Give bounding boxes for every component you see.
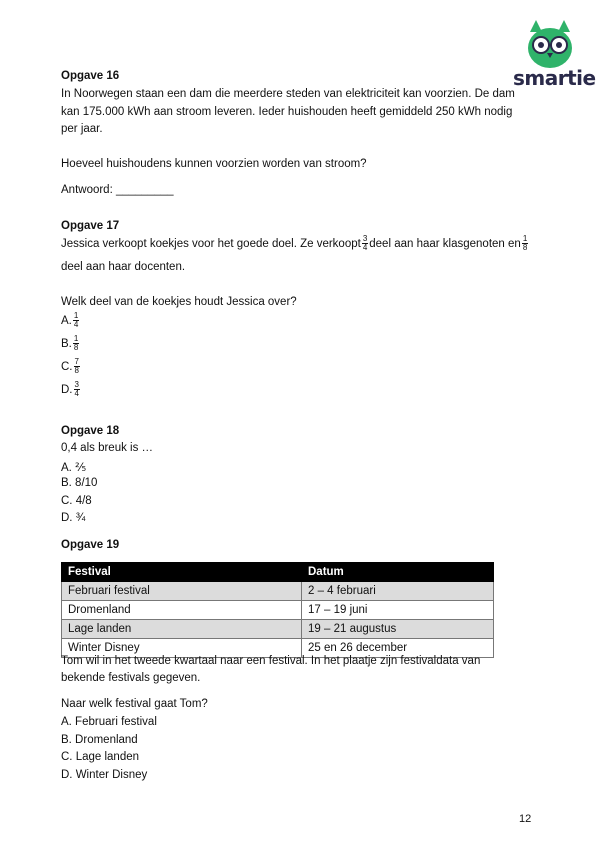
q19-option-b: B. Dromenland — [61, 734, 138, 746]
table-cell: 19 – 21 augustus — [302, 620, 494, 639]
q18-option-d: D. ¾ — [61, 512, 86, 524]
q16-question: Hoeveel huishoudens kunnen voorzien worden van stroom? — [61, 158, 367, 170]
fraction: $\frac{3}{4}$ — [362, 234, 368, 252]
logo-text: smartie — [513, 66, 596, 90]
table-header-datum: Datum — [302, 563, 494, 582]
page-number: 12 — [519, 813, 532, 825]
table-row — [62, 601, 494, 620]
q18-option-a: A. ⅖ — [61, 462, 87, 474]
fraction: $\frac{1}{8}$ — [522, 234, 528, 252]
q19-option-d: D. Winter Disney — [61, 769, 148, 781]
q17-option-d: D. $\frac{3}{4}$ — [61, 380, 79, 398]
q16-text-line: per jaar. — [61, 123, 103, 135]
q18-question: 0,4 als breuk is … — [61, 442, 154, 454]
table-cell: Lage landen — [62, 620, 302, 639]
table-cell: 2 – 4 februari — [302, 582, 494, 601]
fraction: $\frac{1}{8}$ — [73, 334, 79, 352]
q19-title: Opgave 19 — [61, 539, 120, 551]
q17-question: Welk deel van de koekjes houdt Jessica over? — [61, 296, 297, 308]
q17-text-b: deel aan haar klasgenoten en — [369, 237, 521, 250]
q16-title: Opgave 16 — [61, 70, 120, 82]
table-cell: 17 – 19 juni — [302, 601, 494, 620]
table-row — [62, 582, 494, 601]
q17-option-c: C. $\frac{7}{8}$ — [61, 357, 79, 375]
q16-text-line: kan 175.000 kWh aan stroom leveren. Ieder huishouden heeft gemiddeld 250 kWh nodig — [61, 106, 513, 118]
fraction: $\frac{1}{4}$ — [73, 311, 79, 329]
q17-option-b: B. $\frac{1}{8}$ — [61, 334, 79, 352]
table-header-festival: Festival — [62, 563, 302, 582]
fraction: $\frac{3}{4}$ — [74, 380, 79, 398]
fraction: $\frac{7}{8}$ — [74, 357, 79, 375]
q19-text-line: bekende festivals gegeven. — [61, 672, 201, 684]
table-cell: Winter Disney — [62, 639, 302, 658]
q19-question: Naar welk festival gaat Tom? — [61, 698, 208, 710]
q17-option-a: A. $\frac{1}{4}$ — [61, 311, 79, 329]
q17-title: Opgave 17 — [61, 220, 120, 232]
q16-text-line: In Noorwegen staan een dam die meerdere steden van elektriciteit kan voorzien. De dam — [61, 88, 515, 100]
q17-text-a: Jessica verkoopt koekjes voor het goede doel. Ze verkoopt — [61, 237, 361, 250]
table-cell: Dromenland — [62, 601, 302, 620]
table-row — [62, 620, 494, 639]
table-cell: 25 en 26 december — [302, 639, 494, 658]
q17-text-line — [61, 235, 529, 252]
q18-option-b: B. 8/10 — [61, 477, 98, 489]
q19-text-line: Tom wil in het tweede kwartaal naar een festival. In het plaatje zijn festivaldata van — [61, 655, 481, 667]
q19-option-c: C. Lage landen — [61, 751, 140, 763]
q16-answer-field: Antwoord: _________ — [61, 184, 174, 196]
festival-table — [61, 562, 494, 658]
q18-option-c: C. 4/8 — [61, 495, 92, 507]
q18-title: Opgave 18 — [61, 425, 120, 437]
table-header-row — [62, 563, 494, 582]
q19-option-a: A. Februari festival — [61, 716, 157, 728]
table-cell: Februari festival — [62, 582, 302, 601]
q17-text-line: deel aan haar docenten. — [61, 261, 186, 273]
